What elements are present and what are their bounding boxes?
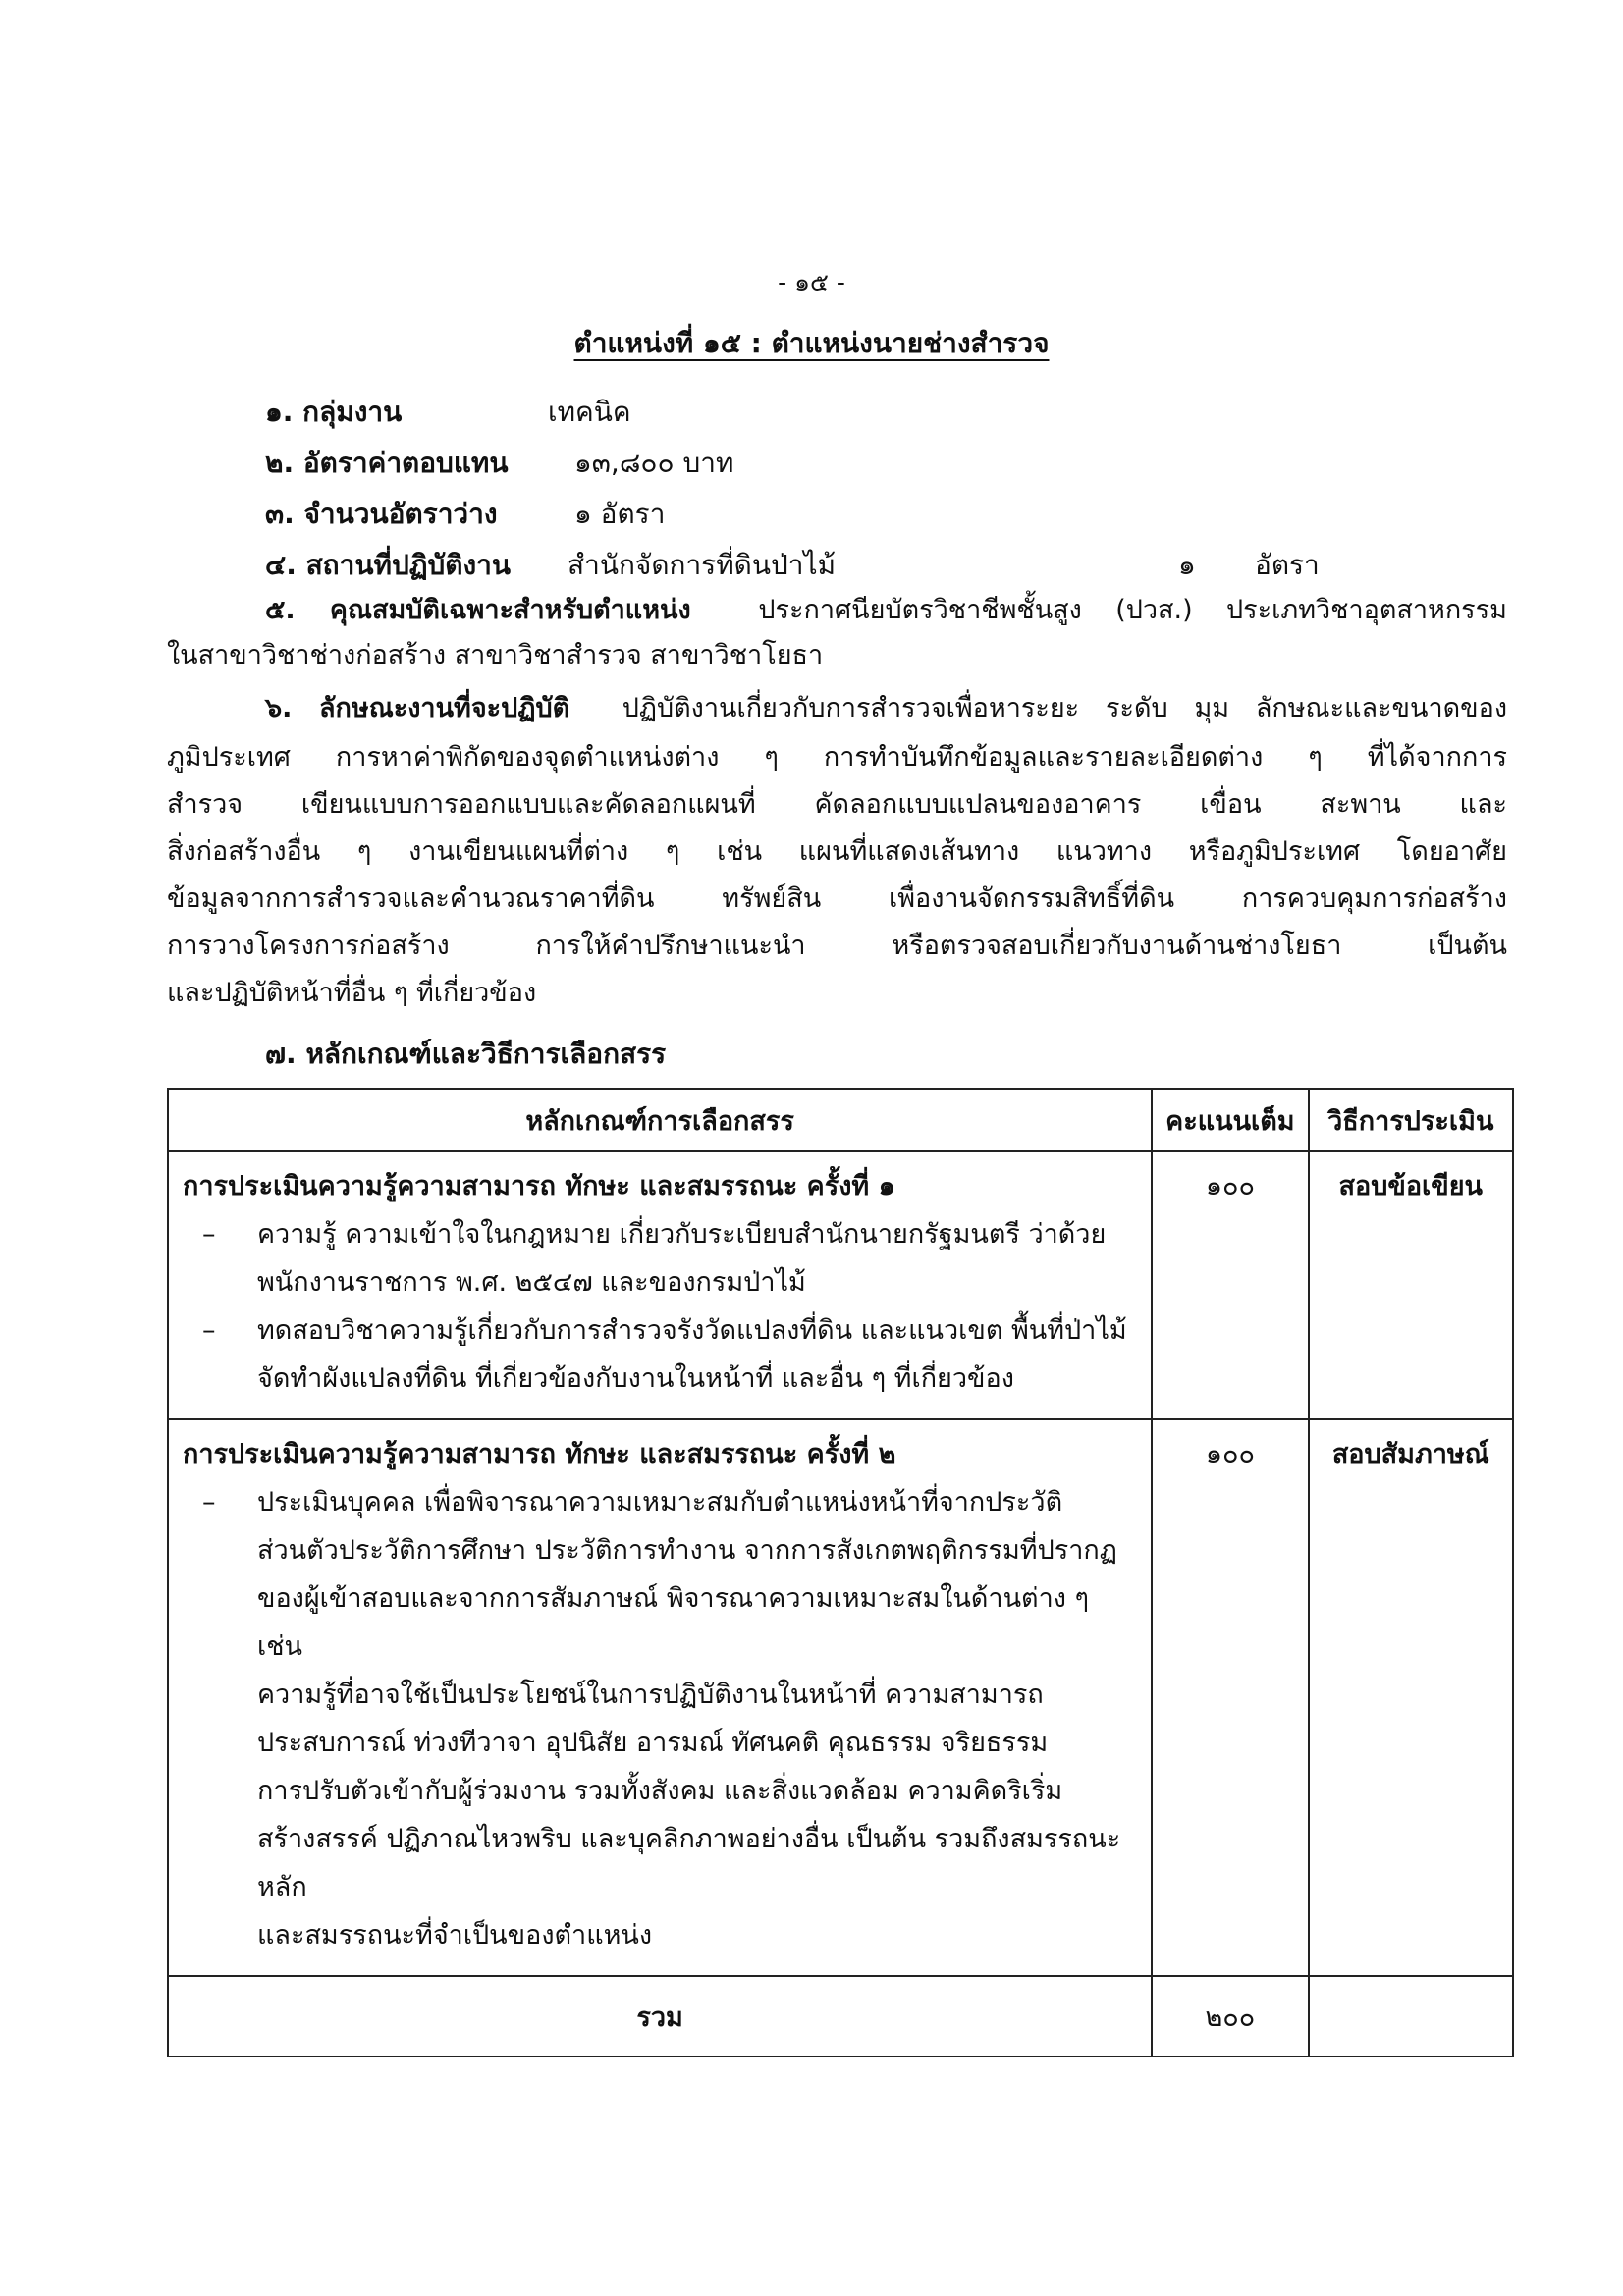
duties-line6: การวางโครงการก่อสร้าง การให้คำปรึกษาแนะนำ หรือตรวจสอบเกี่ยวกับงานด้านช่างโยธา เป็นต้น	[167, 931, 1507, 961]
row2-line6: การปรับตัวเข้ากับผู้ร่วมงาน รวมทั้งสังคม และสิ่งแวดล้อม ความคิดริเริ่ม	[257, 1776, 1063, 1806]
page-number: - ๑๕ -	[778, 268, 845, 296]
table-header-row	[168, 1089, 1513, 1151]
row2-heading: การประเมินความรู้ความสามารถ ทักษะ และสมรรถนะ ครั้งที่ ๒	[183, 1439, 896, 1469]
row2-criteria	[168, 1419, 1152, 1976]
vacancy-value: ๑ อัตรา	[574, 498, 666, 530]
row1-criteria	[168, 1151, 1152, 1419]
duties-text1: ปฏิบัติงานเกี่ยวกับการสำรวจเพื่อหาระยะ ระดับ มุม ลักษณะและขนาดของ	[622, 693, 1508, 723]
duties-line5: ข้อมูลจากการสำรวจและคำนวณราคาที่ดิน ทรัพย์สิน เพื่องานจัดกรรมสิทธิ์ที่ดิน การควบคุมการก่อสร้าง	[167, 883, 1507, 914]
qualification-section	[265, 589, 1507, 632]
row2-line7: สร้างสรรค์ ปฏิภาณไหวพริบ และบุคลิกภาพอย่างอื่น เป็นต้น รวมถึงสมรรถนะหลัก	[257, 1824, 1121, 1902]
duties-line4: สิ่งก่อสร้างอื่น ๆ งานเขียนแผนที่ต่าง ๆ เช่น แผนที่แสดงเส้นทาง แนวทาง หรือภูมิประเทศ โดยอาศัย	[167, 836, 1507, 867]
row2-bullet	[183, 1478, 1139, 1959]
vacancy-label: ๓. จำนวนอัตราว่าง	[265, 498, 498, 530]
header-method: วิธีการประเมิน	[1309, 1089, 1513, 1151]
total-label: รวม	[168, 1976, 1152, 2056]
row2-line3: ของผู้เข้าสอบและจากการสัมภาษณ์ พิจารณาความเหมาะสมในด้านต่าง ๆ เช่น	[257, 1583, 1090, 1662]
duties-line7: และปฏิบัติหน้าที่อื่น ๆ ที่เกี่ยวข้อง	[167, 978, 537, 1008]
row2-line2: ส่วนตัวประวัติการศึกษา ประวัติการทำงาน จากการสังเกตพฤติกรรมที่ปรากฏ	[257, 1535, 1117, 1566]
row1-method: สอบข้อเขียน	[1309, 1151, 1513, 1419]
row2-line4: ความรู้ที่อาจใช้เป็นประโยชน์ในการปฏิบัติงานในหน้าที่ ความสามารถ	[257, 1680, 1044, 1710]
row1-score: ๑๐๐	[1152, 1151, 1308, 1419]
table-row	[168, 1151, 1513, 1419]
qualification-line2: ในสาขาวิชาช่างก่อสร้าง สาขาวิชาสำรวจ สาขาวิชาโยธา	[167, 640, 824, 670]
dash-icon: –	[202, 1219, 216, 1250]
table-row	[168, 1419, 1513, 1976]
row2-score: ๑๐๐	[1152, 1419, 1308, 1976]
qualification-cont	[167, 634, 1507, 677]
row2-line5: ประสบการณ์ ท่วงทีวาจา อุปนิสัย อารมณ์ ทัศนคติ คุณธรรม จริยธรรม	[257, 1728, 1049, 1758]
duties-label: ๖. ลักษณะงานที่จะปฏิบัติ	[265, 693, 570, 723]
duties-line2: ภูมิประเทศ การหาค่าพิกัดของจุดตำแหน่งต่าง ๆ การทำบันทึกข้อมูลและรายละเอียดต่าง ๆ ที่ได้จากการ	[167, 742, 1507, 773]
group-label: ๑. กลุ่มงาน	[265, 396, 403, 428]
qualification-label: ๕. คุณสมบัติเฉพาะสำหรับตำแหน่ง	[265, 595, 691, 625]
dash-icon: –	[202, 1487, 216, 1518]
row1-bullet2-line2: จัดทำผังแปลงที่ดิน ที่เกี่ยวข้องกับงานในหน้าที่ และอื่น ๆ ที่เกี่ยวข้อง	[257, 1363, 1014, 1394]
qualification-text1: ประกาศนียบัตรวิชาชีพชั้นสูง (ปวส.) ประเภทวิชาอุตสาหกรรม	[758, 595, 1507, 625]
workplace-label: ๔. สถานที่ปฏิบัติงาน	[265, 549, 512, 581]
qualification-line1	[265, 589, 1507, 632]
page-title	[0, 322, 1623, 365]
row2-method: สอบสัมภาษณ์	[1309, 1419, 1513, 1976]
row1-heading: การประเมินความรู้ความสามารถ ทักษะ และสมรรถนะ ครั้งที่ ๑	[183, 1171, 895, 1201]
salary-value: ๑๓,๘๐๐ บาท	[574, 447, 734, 479]
row1-bullet1-line2: พนักงานราชการ พ.ศ. ๒๕๔๗ และของกรมป่าไม้	[257, 1267, 806, 1298]
row1-bullet2	[183, 1307, 1139, 1403]
row2-line8: และสมรรถนะที่จำเป็นของตำแหน่ง	[257, 1920, 653, 1950]
row2-line1: ประเมินบุคคล เพื่อพิจารณาความเหมาะสมกับตำแหน่งหน้าที่จากประวัติ	[257, 1487, 1063, 1518]
salary-label: ๒. อัตราค่าตอบแทน	[265, 447, 509, 479]
duties-line1	[265, 687, 1507, 730]
total-score: ๒๐๐	[1152, 1976, 1308, 2056]
title-text: ตำแหน่งที่ ๑๕ : ตำแหน่งนายช่างสำรวจ	[573, 327, 1050, 359]
dash-icon: –	[202, 1315, 216, 1346]
row1-bullet1-line1: ความรู้ ความเข้าใจในกฎหมาย เกี่ยวกับระเบียบสำนักนายกรัฐมนตรี ว่าด้วย	[257, 1219, 1107, 1250]
total-method-empty	[1309, 1976, 1513, 2056]
header-score: คะแนนเต็ม	[1152, 1089, 1308, 1151]
row1-bullet1	[183, 1210, 1139, 1307]
group-value: เทคนิค	[548, 396, 631, 428]
table-total-row	[168, 1976, 1513, 2056]
workplace-unit: อัตรา	[1255, 549, 1320, 581]
header-criteria: หลักเกณฑ์การเลือกสรร	[168, 1089, 1152, 1151]
workplace-count: ๑	[1178, 549, 1196, 581]
criteria-heading: ๗. หลักเกณฑ์และวิธีการเลือกสรร	[265, 1038, 667, 1070]
row1-bullet2-line1: ทดสอบวิชาความรู้เกี่ยวกับการสำรวจรังวัดแปลงที่ดิน และแนวเขต พื้นที่ป่าไม้	[257, 1315, 1127, 1346]
duties-line3: สำรวจ เขียนแบบการออกแบบและคัดลอกแผนที่ คัดลอกแบบแปลนของอาคาร เขื่อน สะพาน และ	[167, 789, 1507, 820]
duties-section	[265, 687, 1507, 730]
workplace-value: สำนักจัดการที่ดินป่าไม้	[568, 549, 837, 581]
duties-cont	[167, 734, 1507, 1017]
criteria-table	[167, 1088, 1514, 2057]
